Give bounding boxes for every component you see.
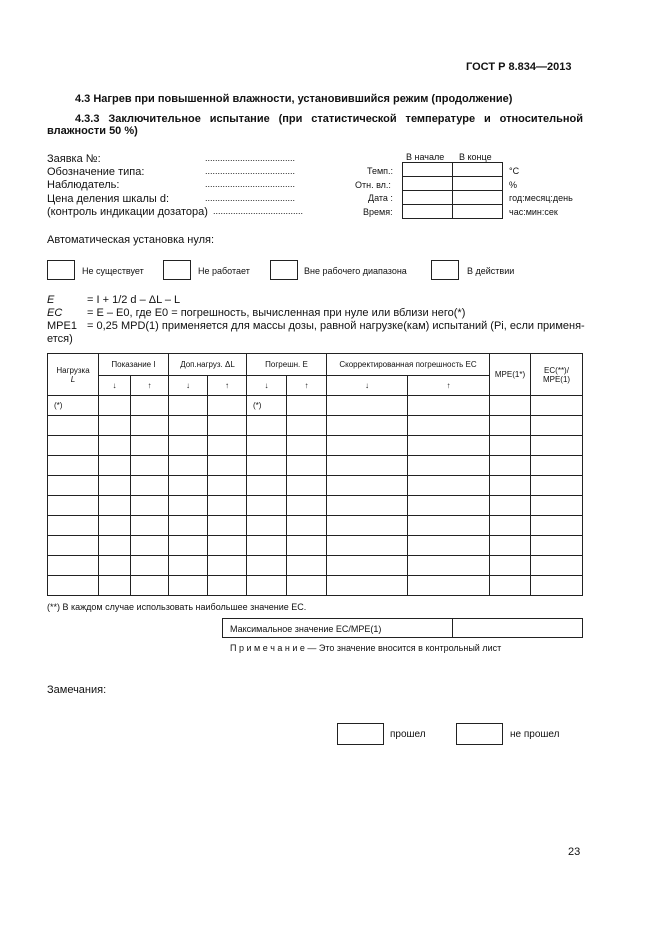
table-cell[interactable] [408, 536, 490, 556]
results-table [47, 353, 583, 596]
table-row [48, 516, 583, 536]
table-cell[interactable] [490, 576, 531, 596]
sub-indication-down: ↓ [99, 376, 131, 396]
table-cell[interactable] [327, 396, 408, 416]
table-cell[interactable] [247, 416, 287, 436]
table-row [48, 476, 583, 496]
table-cell[interactable] [327, 496, 408, 516]
table-cell[interactable] [408, 576, 490, 596]
table-cell[interactable] [531, 496, 583, 516]
cond-label-humidity: Отн. вл.: [355, 180, 391, 190]
table-cell[interactable] [208, 516, 247, 536]
standard-number: ГОСТ Р 8.834—2013 [466, 61, 572, 73]
table-cell[interactable] [531, 556, 583, 576]
cond-unit-time: час:мин:сек [509, 207, 558, 217]
conditions-grid-line [402, 190, 503, 191]
table-cell[interactable] [247, 436, 287, 456]
field-dots-scale[interactable]: .................................... [205, 193, 296, 203]
label-passed: прошел [390, 729, 426, 740]
table-cell[interactable] [208, 436, 247, 456]
formula-mpe-continuation: ется) [47, 333, 73, 345]
table-cell[interactable] [287, 536, 327, 556]
table-cell[interactable] [490, 516, 531, 536]
table-cell[interactable] [208, 496, 247, 516]
table-cell[interactable] [208, 456, 247, 476]
table-cell[interactable] [287, 576, 327, 596]
table-cell[interactable] [531, 576, 583, 596]
table-cell[interactable] [408, 436, 490, 456]
header-mpe: MPE(1*) [490, 354, 531, 396]
conditions-grid-line [402, 176, 503, 177]
table-row [48, 556, 583, 576]
conditions-grid-line [402, 204, 503, 205]
table-cell[interactable] [408, 556, 490, 576]
field-label-observer: Наблюдатель: [47, 179, 120, 191]
table-cell[interactable] [169, 496, 208, 516]
zero-setting-title: Автоматическая установка нуля: [47, 234, 215, 246]
field-label-scale: Цена деления шкалы d: [47, 193, 169, 205]
table-cell[interactable] [99, 476, 131, 496]
table-cell[interactable] [531, 536, 583, 556]
table-cell[interactable] [490, 496, 531, 516]
table-cell[interactable] [169, 516, 208, 536]
table-cell[interactable] [169, 536, 208, 556]
table-cell[interactable] [208, 416, 247, 436]
checkbox-passed[interactable] [337, 723, 384, 745]
table-cell[interactable] [99, 436, 131, 456]
sub-addload-down: ↓ [169, 376, 208, 396]
formula-e-symbol: E [47, 294, 55, 306]
field-label-application: Заявка №: [47, 153, 101, 165]
table-cell[interactable] [531, 476, 583, 496]
table-cell[interactable] [169, 416, 208, 436]
table-cell[interactable] [408, 416, 490, 436]
table-cell[interactable] [490, 436, 531, 456]
table-cell[interactable] [327, 576, 408, 596]
table-cell[interactable] [247, 476, 287, 496]
table-cell[interactable] [131, 396, 169, 416]
table-cell[interactable] [490, 396, 531, 416]
cond-label-time: Время: [363, 207, 393, 217]
table-row [48, 456, 583, 476]
table-cell[interactable] [131, 496, 169, 516]
header-load: Нагрузка L [48, 354, 99, 396]
table-cell[interactable] [48, 416, 99, 436]
table-header-row [48, 354, 583, 376]
table-row [48, 436, 583, 456]
cond-header-end: В конце [459, 152, 492, 162]
formula-e-expression: = I + 1/2 d – ΔL – L [87, 294, 181, 306]
table-cell[interactable] [287, 496, 327, 516]
table-cell[interactable] [131, 476, 169, 496]
header-additional-load: Доп.нагруз. ΔL [169, 354, 247, 376]
table-cell[interactable] [287, 396, 327, 416]
table-cell[interactable] [327, 516, 408, 536]
table-cell[interactable] [208, 556, 247, 576]
table-cell[interactable] [99, 496, 131, 516]
table-row [48, 416, 583, 436]
table-cell[interactable] [287, 476, 327, 496]
table-cell[interactable] [327, 416, 408, 436]
table-cell[interactable] [48, 536, 99, 556]
sub-corrected-up: ↑ [408, 376, 490, 396]
field-dots-observer[interactable]: .................................... [205, 179, 296, 189]
cond-unit-temp: °С [509, 166, 520, 176]
subsection-title-line1: 4.3.3 Заключительное испытание (при статистической температуре и относительной [75, 113, 583, 125]
header-error: Погрешн. E [247, 354, 327, 376]
table-cell[interactable] [408, 496, 490, 516]
table-cell[interactable] [208, 396, 247, 416]
table-cell[interactable] [131, 516, 169, 536]
cond-unit-humidity: % [509, 180, 518, 190]
table-cell[interactable] [131, 436, 169, 456]
table-cell[interactable] [408, 516, 490, 536]
cond-label-date: Дата : [368, 193, 393, 203]
table-cell[interactable] [131, 576, 169, 596]
table-cell[interactable] [169, 436, 208, 456]
table-cell[interactable] [531, 396, 583, 416]
table-cell[interactable] [247, 556, 287, 576]
table-cell[interactable] [531, 456, 583, 476]
table-cell[interactable] [247, 456, 287, 476]
table-cell[interactable] [327, 556, 408, 576]
table-cell[interactable] [408, 456, 490, 476]
table-cell[interactable] [208, 536, 247, 556]
formula-mpe-symbol: MPE1 [47, 320, 77, 332]
sub-corrected-down: ↓ [327, 376, 408, 396]
field-label-control: (контроль индикации дозатора) [47, 206, 208, 218]
header-indication: Показание I [99, 354, 169, 376]
footnote: (**) В каждом случае использовать наибольшее значение EC. [47, 602, 307, 612]
checkbox-active[interactable] [431, 260, 459, 280]
table-row [48, 496, 583, 516]
table-cell[interactable] [131, 416, 169, 436]
table-cell[interactable] [287, 556, 327, 576]
table-cell[interactable] [48, 516, 99, 536]
max-value-label: Максимальное значение EC/MPE(1) [230, 624, 382, 634]
table-cell[interactable] [99, 396, 131, 416]
table-cell[interactable] [531, 516, 583, 536]
header-ratio: EC(**)/ MPE(1) [531, 354, 583, 396]
max-value-input[interactable] [453, 619, 582, 637]
option-not-exists: Не существует [82, 266, 144, 276]
table-cell[interactable]: (*) [247, 396, 287, 416]
table-cell[interactable] [327, 536, 408, 556]
page-number: 23 [568, 846, 581, 858]
table-cell[interactable] [131, 556, 169, 576]
table-cell[interactable] [247, 516, 287, 536]
table-cell[interactable] [48, 496, 99, 516]
checkbox-failed[interactable] [456, 723, 503, 745]
option-active: В действии [467, 266, 515, 276]
formula-ec-symbol: EC [47, 307, 63, 319]
table-cell[interactable] [490, 456, 531, 476]
table-cell[interactable]: (*) [48, 396, 99, 416]
table-cell[interactable] [99, 576, 131, 596]
table-cell[interactable] [48, 556, 99, 576]
table-cell[interactable] [490, 556, 531, 576]
table-cell[interactable] [531, 416, 583, 436]
table-cell[interactable] [48, 576, 99, 596]
table-cell[interactable] [287, 416, 327, 436]
table-cell[interactable] [247, 536, 287, 556]
sub-error-down: ↓ [247, 376, 287, 396]
table-cell[interactable] [99, 536, 131, 556]
field-dots-type[interactable]: .................................... [205, 166, 296, 176]
table-cell[interactable] [48, 436, 99, 456]
table-cell[interactable] [131, 536, 169, 556]
table-cell[interactable] [490, 416, 531, 436]
table-cell[interactable] [169, 556, 208, 576]
table-cell[interactable] [287, 436, 327, 456]
label-failed: не прошел [510, 729, 560, 740]
header-corrected-error: Скорректированная погрешность EC [327, 354, 490, 376]
table-cell[interactable] [208, 576, 247, 596]
note: П р и м е ч а н и е — Это значение вносится в контрольный лист [230, 643, 502, 653]
section-title: 4.3 Нагрев при повышенной влажности, установившийся режим (продолжение) [75, 93, 513, 105]
checkbox-not-exists[interactable] [47, 260, 75, 280]
checkbox-out-of-range[interactable] [270, 260, 298, 280]
table-cell[interactable] [169, 576, 208, 596]
cond-header-start: В начале [406, 152, 445, 162]
field-dots-application[interactable]: .................................... [205, 153, 296, 163]
table-row [48, 576, 583, 596]
table-cell[interactable] [287, 456, 327, 476]
checkbox-not-working[interactable] [163, 260, 191, 280]
table-cell[interactable] [490, 536, 531, 556]
table-cell[interactable] [131, 456, 169, 476]
table-cell[interactable] [99, 456, 131, 476]
table-cell[interactable] [169, 476, 208, 496]
remarks-label: Замечания: [47, 684, 107, 696]
field-label-type: Обозначение типа: [47, 166, 145, 178]
table-cell[interactable] [531, 436, 583, 456]
table-cell[interactable] [48, 476, 99, 496]
table-cell[interactable] [408, 476, 490, 496]
table-cell[interactable] [169, 456, 208, 476]
sub-indication-up: ↑ [131, 376, 169, 396]
option-out-of-range: Вне рабочего диапазона [304, 266, 407, 276]
table-cell[interactable] [247, 576, 287, 596]
table-cell[interactable] [208, 476, 247, 496]
table-cell[interactable] [99, 516, 131, 536]
sub-error-up: ↑ [287, 376, 327, 396]
sub-addload-up: ↑ [208, 376, 247, 396]
table-cell[interactable] [327, 456, 408, 476]
table-cell[interactable] [99, 556, 131, 576]
table-cell[interactable] [99, 416, 131, 436]
subsection-title-line2: влажности 50 %) [47, 125, 138, 137]
table-cell[interactable] [247, 496, 287, 516]
table-cell[interactable] [287, 516, 327, 536]
option-not-working: Не работает [198, 266, 250, 276]
table-cell[interactable] [408, 396, 490, 416]
cond-unit-date: год:месяц:день [509, 193, 573, 203]
cond-label-temp: Темп.: [367, 166, 394, 176]
table-row [48, 536, 583, 556]
table-cell[interactable] [327, 476, 408, 496]
table-row [48, 396, 583, 416]
formula-mpe-expression: = 0,25 MPD(1) применяется для массы дозы, равной нагрузке(кам) испытаний (Pi, если применя- [87, 320, 585, 332]
formula-ec-expression: = E – E0, где E0 = погрешность, вычисленная при нуле или вблизи него(*) [87, 307, 466, 319]
field-dots-control[interactable]: .................................... [213, 206, 304, 216]
table-cell[interactable] [327, 436, 408, 456]
table-cell[interactable] [490, 476, 531, 496]
table-cell[interactable] [48, 456, 99, 476]
table-cell[interactable] [169, 396, 208, 416]
